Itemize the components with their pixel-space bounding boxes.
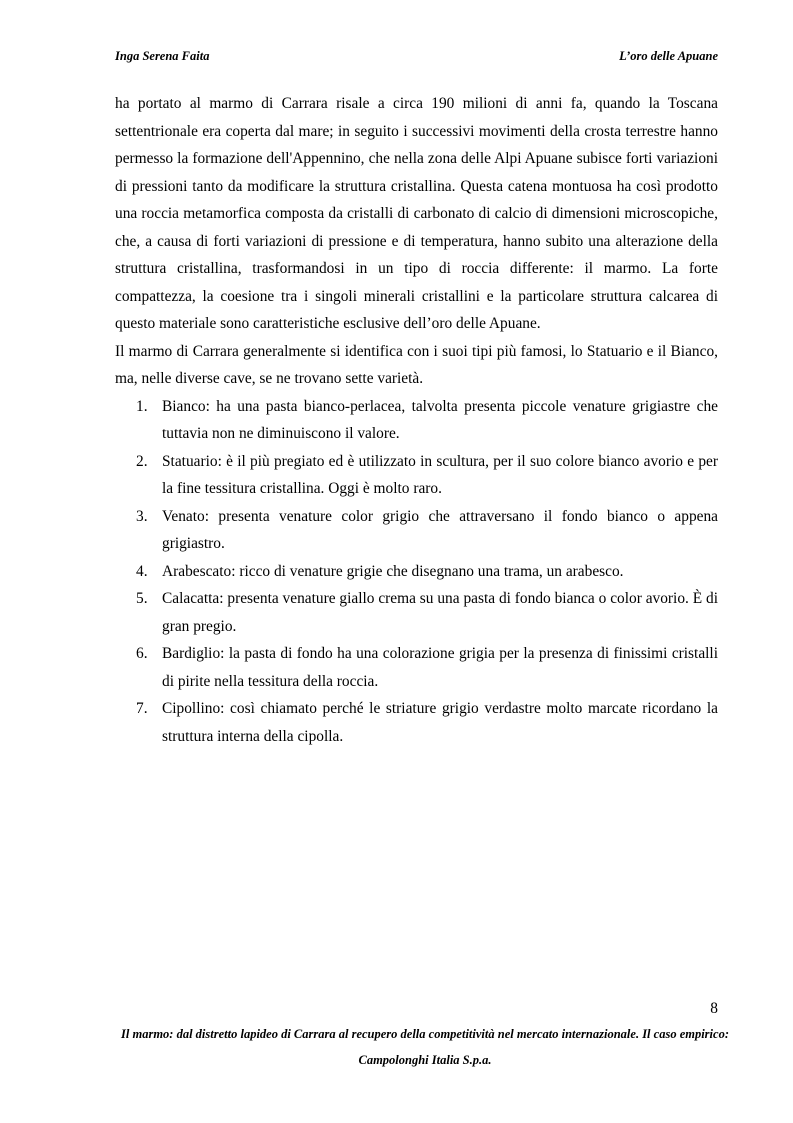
list-item <box>115 393 718 448</box>
list-item <box>115 558 718 586</box>
list-number: 5. <box>136 590 148 607</box>
list-number: 2. <box>136 452 148 470</box>
list-number: 1. <box>136 397 148 415</box>
list-item <box>115 695 718 750</box>
list-item <box>115 448 718 503</box>
list-item-text: Bardiglio: la pasta di fondo ha una colorazione grigia per la presenza di finissimi cristalli di pirite nella tessitura della roccia. <box>162 645 718 690</box>
list-item-text: Venato: presenta venature color grigio che attraversano il fondo bianco o appena grigiastro. <box>162 507 718 552</box>
header-author: Inga Serena Faita <box>115 49 210 63</box>
list-item <box>115 585 718 640</box>
list-item-text: Arabescato: ricco di venature grigie che disegnano una trama, un arabesco. <box>162 562 624 580</box>
list-item <box>115 503 718 558</box>
footer-line: Campolonghi Italia S.p.a. <box>358 1053 492 1067</box>
list-item-text: Bianco: ha una pasta bianco-perlacea, talvolta presenta piccole venature grigiastre che tuttavia non ne diminuiscono il valore. <box>162 397 718 442</box>
list-number: 3. <box>136 507 148 525</box>
paragraph: ha portato al marmo di Carrara risale a circa 190 milioni di anni fa, quando la Toscana settentrionale era coperta dal mare; in seguito i successivi movimenti della crosta terrestre hanno permesso la formazione dell'Appennino, che nella zona delle Alpi Apuane subisce forti variazioni di pressioni tanto da modificare la struttura cristallina. Questa catena montuosa ha così prodotto una roccia metamorfica composta da cristalli di carbonato di calcio di dimensioni microscopiche, che, a causa di forti variazioni di pressione e di temperatura, hanno subito una alterazione della struttura cristallina, trasformandosi in un tipo di roccia differente: il marmo. La forte compattezza, la coesione tra i singoli minerali cristallini e la particolare struttura calcarea di questo materiale sono caratteristiche esclusive dell’oro delle Apuane. <box>115 95 718 332</box>
list-item <box>115 640 718 695</box>
list-item-text: Statuario: è il più pregiato ed è utilizzato in scultura, per il suo colore bianco avorio e per la fine tessitura cristallina. Oggi è molto raro. <box>162 452 718 497</box>
marble-varieties-list <box>115 393 718 751</box>
list-item-text: Calacatta: presenta venature giallo crema su una pasta di fondo bianca o color avorio. È di gran pregio. <box>162 590 718 635</box>
body-text <box>115 90 718 750</box>
header-title: L’oro delle Apuane <box>619 49 718 63</box>
list-number: 7. <box>136 700 148 717</box>
list-number: 6. <box>136 645 148 662</box>
list-item-text: Cipollino: così chiamato perché le striature grigio verdastre molto marcate ricordano la struttura interna della cipolla. <box>162 700 718 745</box>
list-number: 4. <box>136 562 148 580</box>
paragraph: Il marmo di Carrara generalmente si identifica con i suoi tipi più famosi, lo Statuario e il Bianco, ma, nelle diverse cave, se ne trovano sette varietà. <box>115 342 718 387</box>
page-number: 8 <box>710 1000 718 1017</box>
footer-line: Il marmo: dal distretto lapideo di Carrara al recupero della competitività nel mercato internazionale. Il caso empirico: <box>121 1027 729 1041</box>
